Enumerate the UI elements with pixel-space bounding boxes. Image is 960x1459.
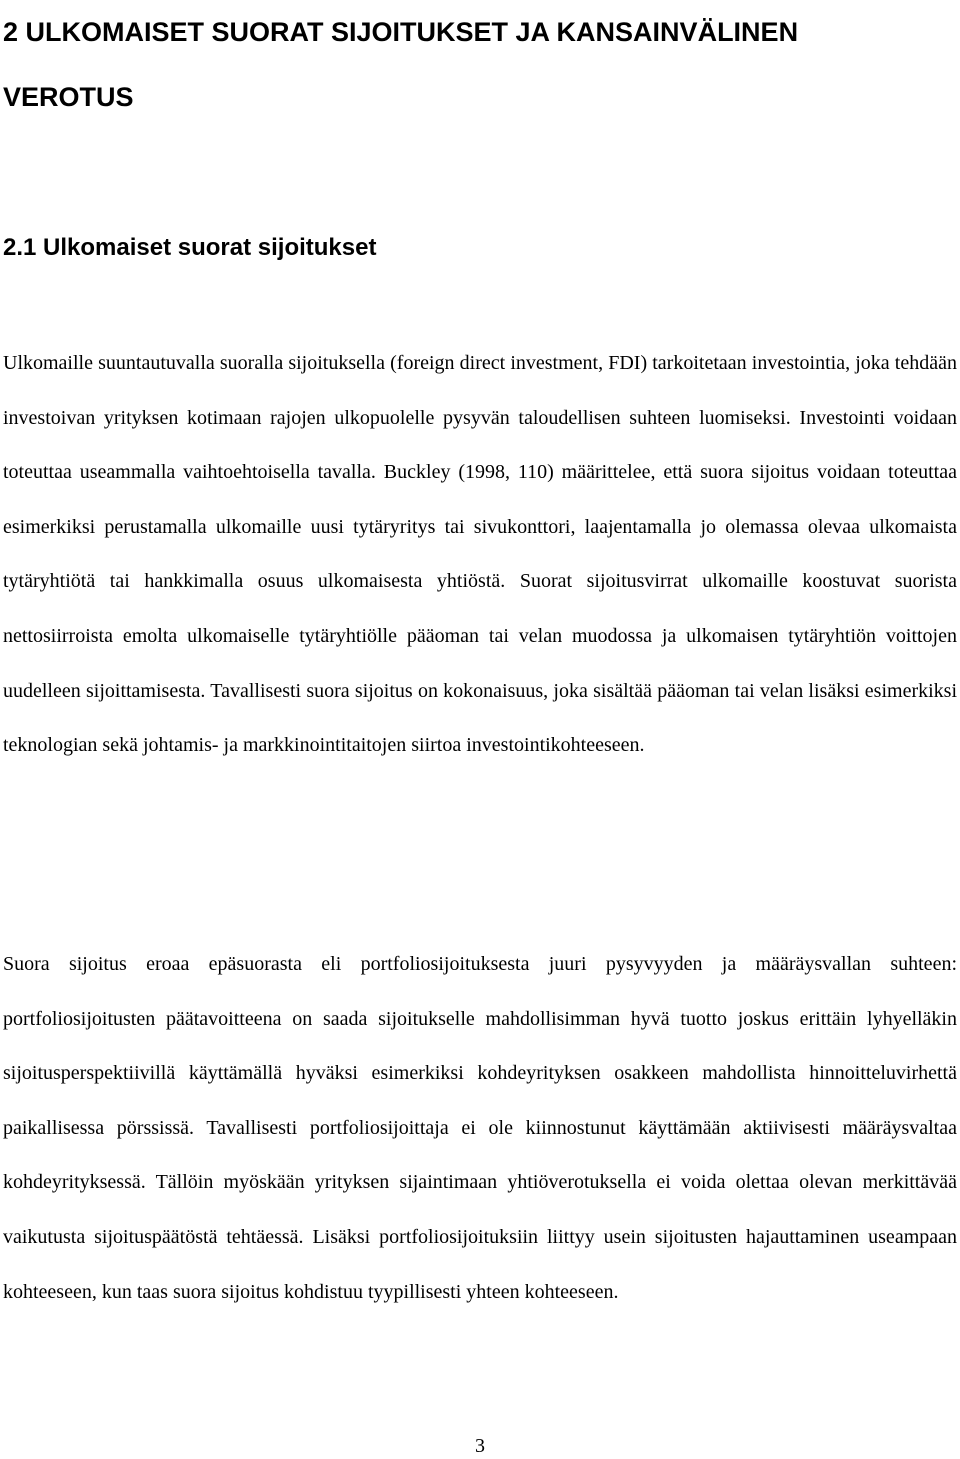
chapter-heading	[3, 0, 943, 130]
page-number: 3	[475, 1435, 485, 1457]
chapter-heading-line1: 2 ULKOMAISET SUORAT SIJOITUKSET JA KANSAINVÄLINEN	[3, 17, 799, 47]
chapter-heading-line2: VEROTUS	[3, 82, 134, 112]
body-paragraph: Ulkomaille suuntautuvalla suoralla sijoituksella (foreign direct investment, FDI) tarkoitetaan investointia, joka tehdään investoivan yrityksen kotimaan rajojen ulkopuolelle pysyvän taloudellisen suhteen luomiseksi. Investointi voidaan toteuttaa useammalla vaihtoehtoisella tavalla. Buckley (1998, 110) määrittelee, että suora sijoitus voidaan toteuttaa esimerkiksi perustamalla ulkomaille uusi tytäryritys tai sivukonttori, laajentamalla jo olemassa olevaa ulkomaista tytäryhtiötä tai hankkimalla osuus ulkomaisesta yhtiöstä. Suorat sijoitusvirrat ulkomaille koostuvat suorista nettosiirroista emolta ulkomaiselle tytäryhtiölle pääoman tai velan muodossa ja ulkomaisen tytäryhtiön voittojen uudelleen sijoittamisesta. Tavallisesti suora sijoitus on kokonaisuus, joka sisältää pääoman tai velan lisäksi esimerkiksi teknologian sekä johtamis- ja markkinointitaitojen siirtoa investointikohteeseen.	[3, 352, 957, 757]
body-paragraph: Suora sijoitus eroaa epäsuorasta eli portfoliosijoituksesta juuri pysyvyyden ja määräysvallan suhteen: portfoliosijoitusten päätavoitteena on saada sijoitukselle mahdollisimman hyvä tuotto joskus erittäin lyhyelläkin sijoitusperspektiivillä käyttämällä hyväksi esimerkiksi kohdeyrityksen osakkeen mahdollista hinnoitteluvirhettä paikallisessa pörssissä. Tavallisesti portfoliosijoittaja ei ole kiinnostunut käyttämään aktiivisesti määräysvaltaa kohdeyrityksessä. Tällöin myöskään yrityksen sijaintimaan yhtiöverotuksella ei voida olettaa olevan merkittävää vaikutusta sijoituspäätöstä tehtäessä. Lisäksi portfoliosijoituksiin liittyy usein sijoitusten hajauttaminen useampaan kohteeseen, kun taas suora sijoitus kohdistuu tyypillisesti yhteen kohteeseen.	[3, 953, 957, 1303]
section-heading: 2.1 Ulkomaiset suorat sijoitukset	[3, 234, 377, 261]
